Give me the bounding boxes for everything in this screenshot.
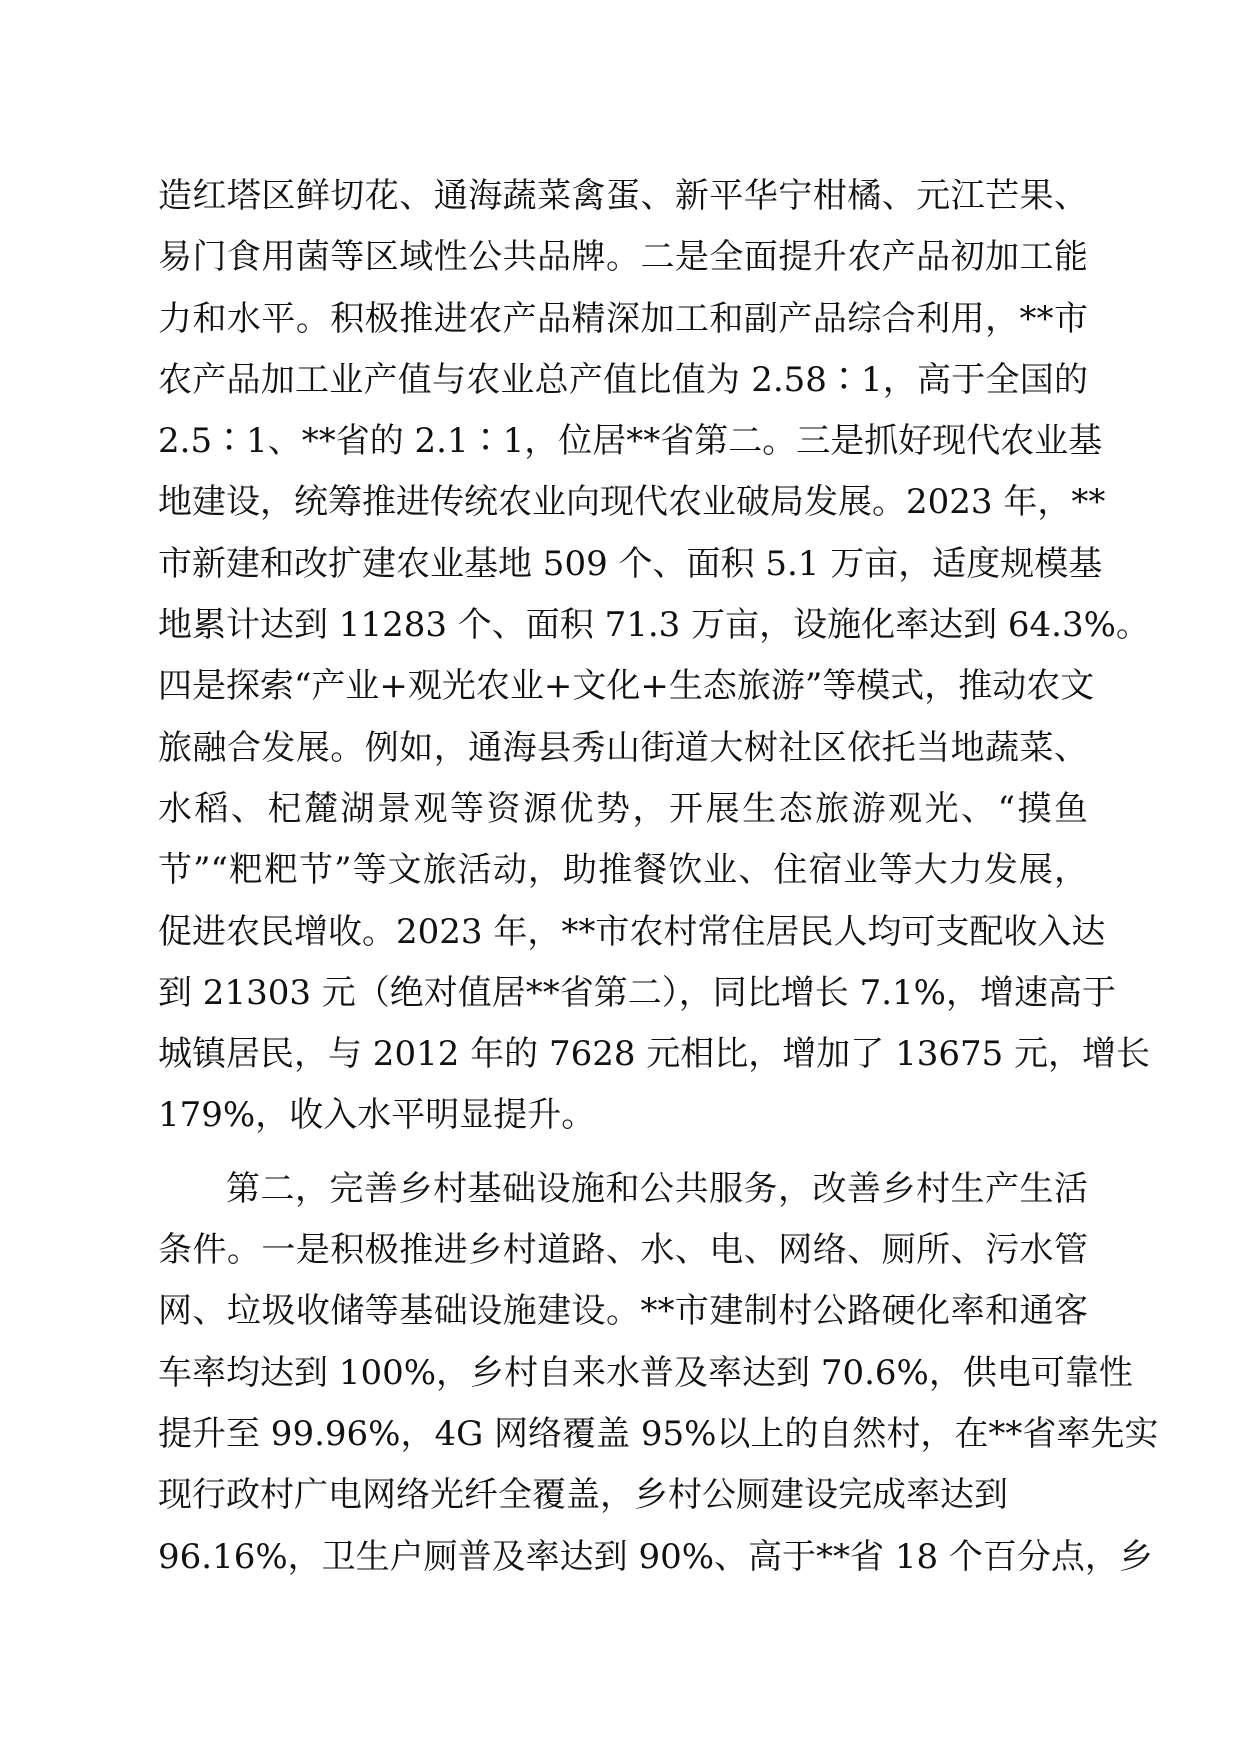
text-line: 车率均达到 100%，乡村自来水普及率达到 70.6%，供电可靠性: [158, 1352, 1133, 1393]
text-line: 易门食用菌等区域性公共品牌。二是全面提升农产品初加工能: [158, 237, 1088, 278]
text-line: 力和水平。积极推进农产品精深加工和副产品综合利用，**市: [158, 298, 1088, 339]
text-line: 旅融合发展。例如，通海县秀山街道大树社区依托当地蔬菜、: [158, 727, 1088, 768]
text-line: 网、垃圾收储等基础设施建设。**市建制村公路硬化率和通客: [158, 1291, 1088, 1332]
text-line: 现行政村广电网络光纤全覆盖，乡村公厕建设完成率达到: [158, 1475, 1008, 1516]
paragraph-2: [158, 1159, 1159, 1588]
text-line: 2.5∶1、**省的 2.1∶1，位居**省第二。三是抓好现代农业基: [158, 421, 1103, 462]
text-line: 地累计达到 11283 个、面积 71.3 万亩，设施化率达到 64.3%。: [158, 605, 1150, 646]
text-line: 提升至 99.96%，4G 网络覆盖 95%以上的自然村，在**省率先实: [158, 1413, 1159, 1454]
text-line: 市新建和改扩建农业基地 509 个、面积 5.1 万亩，适度规模基: [158, 543, 1103, 584]
text-line: 水稻、杞麓湖景观等资源优势，开展生态旅游观光、“摸鱼: [158, 788, 1088, 829]
text-line: 城镇居民，与 2012 年的 7628 元相比，增加了 13675 元，增长: [158, 1034, 1151, 1075]
text-line: 第二，完善乡村基础设施和公共服务，改善乡村生产生活: [226, 1168, 1088, 1209]
text-line: 到 21303 元（绝对值居**省第二），同比增长 7.1%，增速高于: [158, 972, 1116, 1013]
text-line: 促进农民增收。2023 年，**市农村常住居民人均可支配收入达: [158, 911, 1106, 952]
text-line: 四是探索“产业+观光农业+文化+生态旅游”等模式，推动农文: [158, 666, 1095, 707]
text-line: 节”“粑粑节”等文旅活动，助推餐饮业、住宿业等大力发展，: [158, 850, 1088, 891]
text-line: 96.16%，卫生户厕普及率达到 90%、高于**省 18 个百分点，乡: [158, 1536, 1153, 1577]
text-line: 造红塔区鲜切花、通海蔬菜禽蛋、新平华宁柑橘、元江芒果、: [158, 176, 1088, 216]
text-line: 条件。一是积极推进乡村道路、水、电、网络、厕所、污水管: [158, 1230, 1088, 1271]
paragraph-gap: [158, 1147, 1088, 1159]
paragraph-1: [158, 166, 1151, 1147]
text-line: 179%，收入水平明显提升。: [158, 1095, 596, 1136]
document-body: [158, 166, 1159, 1588]
text-line: 农产品加工业产值与农业总产值比值为 2.58∶1，高于全国的: [158, 359, 1088, 400]
text-line: 地建设，统筹推进传统农业向现代农业破局发展。2023 年，**: [158, 482, 1106, 523]
